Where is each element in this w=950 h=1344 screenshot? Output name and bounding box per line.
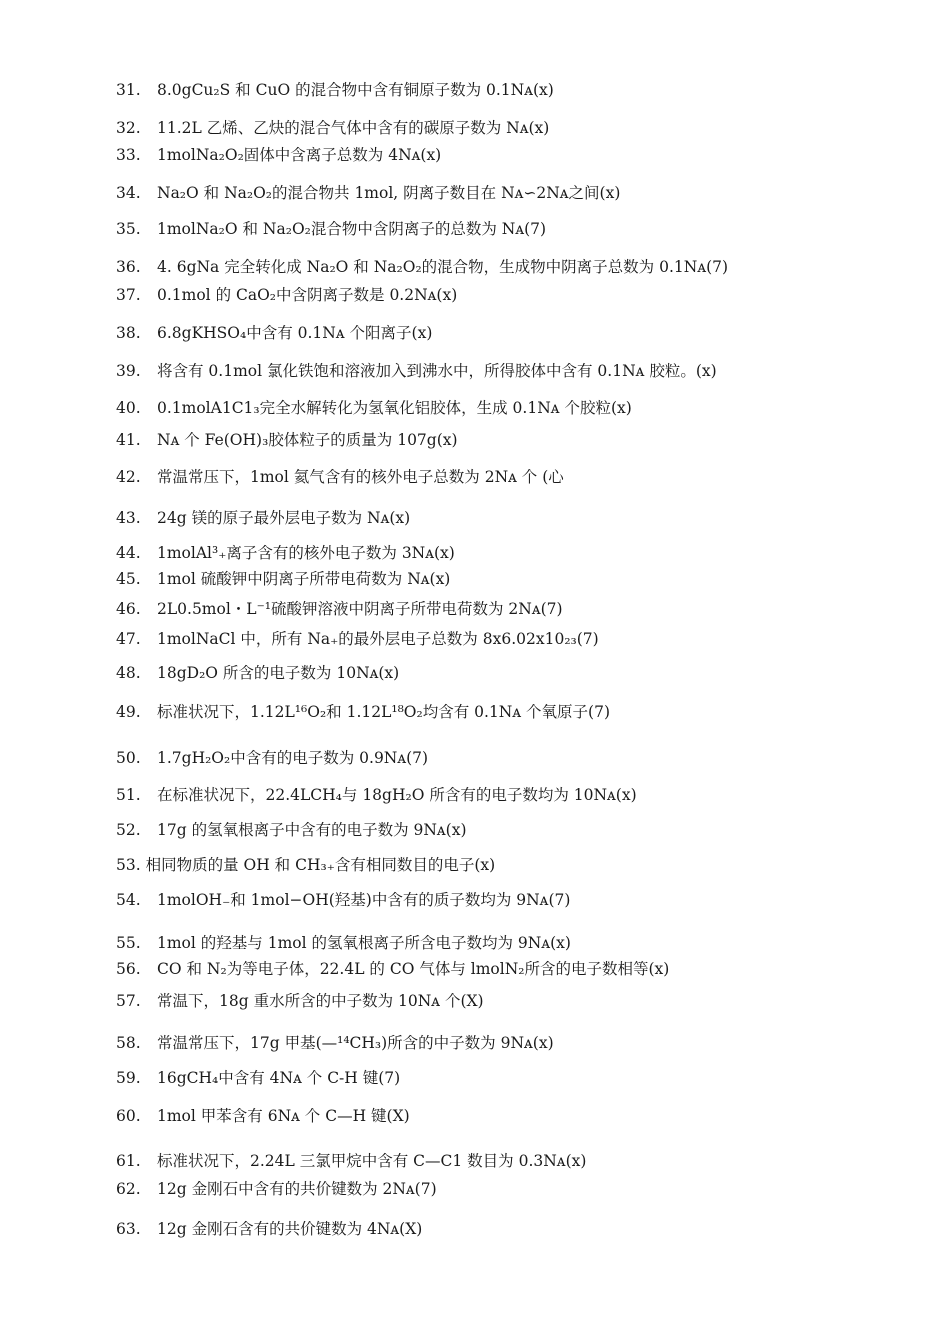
- item-text: 12g 金刚石含有的共价键数为 4Nᴀ(X): [157, 1220, 423, 1238]
- item-text: 11.2L 乙烯、乙炔的混合气体中含有的碳原子数为 Nᴀ(x): [157, 119, 550, 137]
- list-item: [116, 1068, 400, 1088]
- list-item: [116, 219, 546, 239]
- item-text: 17g 的氢氧根离子中含有的电子数为 9Nᴀ(x): [157, 821, 467, 839]
- item-number: 51.: [116, 786, 141, 804]
- item-number: 62.: [116, 1180, 141, 1198]
- item-number: 31.: [116, 81, 141, 99]
- item-number: 39.: [116, 362, 141, 380]
- list-item: [116, 145, 441, 165]
- list-item: [116, 991, 484, 1011]
- item-number: 54.: [116, 891, 141, 909]
- list-item: [116, 933, 571, 953]
- item-number: 40.: [116, 399, 141, 417]
- item-text: 2L0.5mol・L⁻¹硫酸钾溶液中阴离子所带电荷数为 2Nᴀ(7): [157, 600, 563, 618]
- list-item: [116, 890, 570, 910]
- item-number: 32.: [116, 119, 141, 137]
- list-item: [116, 323, 432, 343]
- item-number: 41.: [116, 431, 141, 449]
- item-number: 47.: [116, 630, 141, 648]
- list-item: [116, 183, 620, 203]
- item-text: 0.1mol 的 CaO₂中含阴离子数是 0.2Nᴀ(x): [157, 286, 458, 304]
- item-text: 相同物质的量 OH 和 CH₃₊含有相同数目的电子(x): [145, 856, 496, 874]
- item-text: 常温常压下，17g 甲基(—¹⁴CH₃)所含的中子数为 9Nᴀ(x): [157, 1034, 554, 1052]
- item-number: 33.: [116, 146, 141, 164]
- item-text: 常温下，18g 重水所含的中子数为 10Nᴀ 个(X): [157, 992, 484, 1010]
- item-text: Na₂O 和 Na₂O₂的混合物共 1mol, 阴离子数目在 Nᴀ∽2Nᴀ之间(x): [157, 184, 621, 202]
- item-text: 12g 金刚石中含有的共价键数为 2Nᴀ(7): [157, 1180, 437, 1198]
- list-item: [116, 508, 410, 528]
- list-item: [116, 1219, 422, 1239]
- item-number: 57.: [116, 992, 141, 1010]
- list-item: [116, 430, 458, 450]
- item-number: 37.: [116, 286, 141, 304]
- item-number: 60.: [116, 1107, 141, 1125]
- item-text: 1molNaCl 中，所有 Na₊的最外层电子总数为 8x6.02x10₂₃(7): [157, 630, 599, 648]
- item-text: 1molOH₋和 1mol−OH(羟基)中含有的质子数均为 9Nᴀ(7): [157, 891, 571, 909]
- item-number: 61.: [116, 1152, 141, 1170]
- list-item: [116, 398, 632, 418]
- item-number: 53.: [116, 856, 141, 874]
- item-text: 1molNa₂O₂固体中含离子总数为 4Nᴀ(x): [157, 146, 442, 164]
- item-text: 24g 镁的原子最外层电子数为 Nᴀ(x): [157, 509, 411, 527]
- list-item: [116, 1179, 437, 1199]
- item-number: 59.: [116, 1069, 141, 1087]
- list-item: [116, 599, 563, 619]
- list-item: [116, 702, 610, 722]
- list-item: [116, 959, 669, 979]
- list-item: [116, 467, 564, 487]
- item-number: 63.: [116, 1220, 141, 1238]
- item-number: 35.: [116, 220, 141, 238]
- item-number: 44.: [116, 544, 141, 562]
- item-text: 16gCH₄中含有 4Nᴀ 个 C-H 键(7): [157, 1069, 401, 1087]
- item-text: 6.8gKHSO₄中含有 0.1Nᴀ 个阳离子(x): [157, 324, 433, 342]
- item-number: 55.: [116, 934, 141, 952]
- list-item: [116, 785, 637, 805]
- item-number: 58.: [116, 1034, 141, 1052]
- item-text: 18gD₂O 所含的电子数为 10Nᴀ(x): [157, 664, 400, 682]
- item-number: 42.: [116, 468, 141, 486]
- list-item: [116, 1033, 554, 1053]
- list-item: [116, 748, 428, 768]
- list-item: [116, 285, 457, 305]
- item-number: 36.: [116, 258, 141, 276]
- item-number: 45.: [116, 570, 141, 588]
- list-item: [116, 118, 549, 138]
- item-text: 4. 6gNa 完全转化成 Na₂O 和 Na₂O₂的混合物，生成物中阴离子总数为 0.1Nᴀ(7): [157, 258, 729, 276]
- item-text: 将含有 0.1mol 氯化铁饱和溶液加入到沸水中，所得胶体中含有 0.1Nᴀ 胶粒。(x): [157, 362, 717, 380]
- list-item: [116, 543, 455, 563]
- list-item: [116, 257, 728, 277]
- list-item: [116, 569, 450, 589]
- item-number: 49.: [116, 703, 141, 721]
- item-number: 43.: [116, 509, 141, 527]
- item-number: 34.: [116, 184, 141, 202]
- item-text: 常温常压下，1mol 氦气含有的核外电子总数为 2Nᴀ 个 (心: [157, 468, 564, 486]
- item-text: 1.7gH₂O₂中含有的电子数为 0.9Nᴀ(7): [157, 749, 429, 767]
- item-number: 48.: [116, 664, 141, 682]
- list-item: [116, 361, 717, 381]
- item-number: 38.: [116, 324, 141, 342]
- list-item: [116, 1151, 586, 1171]
- list-item: [116, 855, 495, 875]
- list-item: [116, 1106, 410, 1126]
- list-item: [116, 820, 467, 840]
- item-text: 1molNa₂O 和 Na₂O₂混合物中含阴离子的总数为 Nᴀ(7): [157, 220, 547, 238]
- item-text: Nᴀ 个 Fe(OH)₃胶体粒子的质量为 107g(x): [157, 431, 458, 449]
- item-text: 8.0gCu₂S 和 CuO 的混合物中含有铜原子数为 0.1Nᴀ(x): [157, 81, 554, 99]
- item-text: 0.1molA1C1₃完全水解转化为氢氧化铝胶体，生成 0.1Nᴀ 个胶粒(x): [157, 399, 632, 417]
- item-text: 标准状况下，2.24L 三氯甲烷中含有 C—C1 数目为 0.3Nᴀ(x): [157, 1152, 587, 1170]
- item-number: 52.: [116, 821, 141, 839]
- list-item: [116, 663, 399, 683]
- item-text: 1mol 的羟基与 1mol 的氢氧根离子所含电子数均为 9Nᴀ(x): [157, 934, 571, 952]
- item-number: 50.: [116, 749, 141, 767]
- item-text: 1mol 甲苯含有 6Nᴀ 个 C—H 键(X): [157, 1107, 410, 1125]
- item-number: 46.: [116, 600, 141, 618]
- item-text: 在标准状况下，22.4LCH₄与 18gH₂O 所含有的电子数均为 10Nᴀ(x): [157, 786, 637, 804]
- item-text: 1molAl³₊离子含有的核外电子数为 3Nᴀ(x): [157, 544, 455, 562]
- item-number: 56.: [116, 960, 141, 978]
- item-text: CO 和 N₂为等电子体，22.4L 的 CO 气体与 lmolN₂所含的电子数相等(x): [157, 960, 670, 978]
- list-item: [116, 80, 554, 100]
- list-item: [116, 629, 599, 649]
- item-text: 标准状况下，1.12L¹⁶O₂和 1.12L¹⁸O₂均含有 0.1Nᴀ 个氧原子(7): [157, 703, 611, 721]
- item-text: 1mol 硫酸钾中阴离子所带电荷数为 Nᴀ(x): [157, 570, 451, 588]
